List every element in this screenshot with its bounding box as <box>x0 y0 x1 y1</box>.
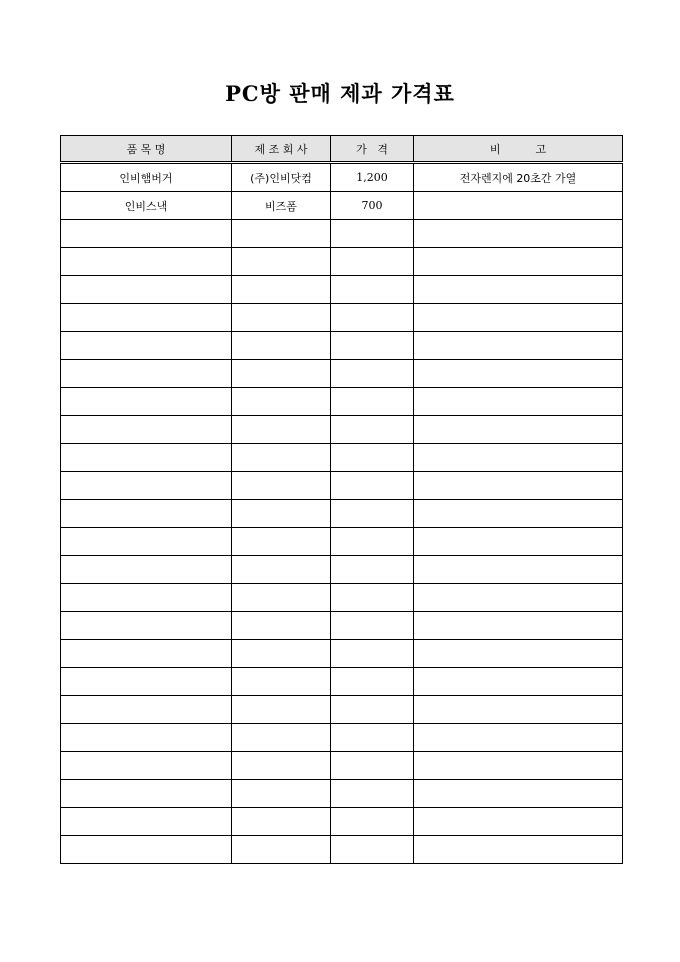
cell-price <box>331 388 414 416</box>
cell-note <box>414 444 623 472</box>
cell-price <box>331 584 414 612</box>
cell-note <box>414 388 623 416</box>
cell-maker <box>232 248 331 276</box>
empty-table-row <box>61 808 623 836</box>
cell-note <box>414 640 623 668</box>
cell-item <box>61 332 232 360</box>
cell-price <box>331 528 414 556</box>
empty-table-row <box>61 696 623 724</box>
cell-price <box>331 780 414 808</box>
cell-item <box>61 500 232 528</box>
empty-table-row <box>61 640 623 668</box>
cell-maker <box>232 416 331 444</box>
cell-note <box>414 472 623 500</box>
cell-item <box>61 696 232 724</box>
cell-item: 인비스낵 <box>61 192 232 220</box>
cell-price: 1,200 <box>331 163 414 192</box>
cell-price <box>331 836 414 864</box>
cell-price <box>331 752 414 780</box>
cell-note <box>414 808 623 836</box>
empty-table-row <box>61 220 623 248</box>
cell-maker <box>232 612 331 640</box>
cell-price <box>331 808 414 836</box>
cell-note <box>414 724 623 752</box>
empty-table-row <box>61 836 623 864</box>
cell-item <box>61 444 232 472</box>
price-table <box>60 135 623 864</box>
cell-price <box>331 668 414 696</box>
cell-note <box>414 584 623 612</box>
cell-price <box>331 500 414 528</box>
cell-item: 인비햄버거 <box>61 163 232 192</box>
empty-table-row <box>61 500 623 528</box>
empty-table-row <box>61 780 623 808</box>
cell-note <box>414 780 623 808</box>
cell-price <box>331 724 414 752</box>
cell-maker <box>232 444 331 472</box>
cell-maker <box>232 724 331 752</box>
table-row <box>61 192 623 220</box>
cell-item <box>61 584 232 612</box>
cell-price <box>331 556 414 584</box>
empty-table-row <box>61 388 623 416</box>
cell-item <box>61 248 232 276</box>
cell-item <box>61 752 232 780</box>
cell-price: 700 <box>331 192 414 220</box>
cell-note <box>414 528 623 556</box>
cell-maker <box>232 640 331 668</box>
cell-price <box>331 640 414 668</box>
cell-maker <box>232 584 331 612</box>
table-header-row <box>61 136 623 163</box>
cell-item <box>61 724 232 752</box>
empty-table-row <box>61 528 623 556</box>
table-row <box>61 163 623 192</box>
cell-item <box>61 276 232 304</box>
cell-item <box>61 304 232 332</box>
cell-note <box>414 332 623 360</box>
cell-price <box>331 304 414 332</box>
cell-note <box>414 612 623 640</box>
cell-note <box>414 220 623 248</box>
cell-note <box>414 304 623 332</box>
cell-item <box>61 416 232 444</box>
cell-maker <box>232 808 331 836</box>
cell-note <box>414 416 623 444</box>
cell-item <box>61 220 232 248</box>
cell-maker <box>232 696 331 724</box>
cell-maker <box>232 556 331 584</box>
cell-note <box>414 248 623 276</box>
cell-note <box>414 696 623 724</box>
empty-table-row <box>61 444 623 472</box>
cell-price <box>331 696 414 724</box>
cell-note <box>414 556 623 584</box>
cell-note <box>414 752 623 780</box>
cell-maker <box>232 304 331 332</box>
cell-price <box>331 416 414 444</box>
cell-item <box>61 668 232 696</box>
header-price: 가 격 <box>331 136 414 163</box>
cell-maker <box>232 220 331 248</box>
cell-note <box>414 192 623 220</box>
empty-table-row <box>61 472 623 500</box>
cell-maker <box>232 360 331 388</box>
cell-maker <box>232 500 331 528</box>
cell-item <box>61 528 232 556</box>
header-note: 비 고 <box>414 136 623 163</box>
cell-maker: 비즈폼 <box>232 192 331 220</box>
cell-price <box>331 612 414 640</box>
cell-note <box>414 276 623 304</box>
cell-price <box>331 360 414 388</box>
cell-maker <box>232 780 331 808</box>
header-item: 품 목 명 <box>61 136 232 163</box>
empty-table-row <box>61 276 623 304</box>
empty-table-row <box>61 612 623 640</box>
cell-item <box>61 780 232 808</box>
cell-maker <box>232 388 331 416</box>
cell-maker <box>232 332 331 360</box>
cell-maker <box>232 472 331 500</box>
empty-table-row <box>61 584 623 612</box>
cell-maker <box>232 668 331 696</box>
cell-note <box>414 360 623 388</box>
cell-maker: (주)인비닷컴 <box>232 163 331 192</box>
empty-table-row <box>61 360 623 388</box>
cell-item <box>61 808 232 836</box>
cell-maker <box>232 276 331 304</box>
header-maker: 제 조 회 사 <box>232 136 331 163</box>
cell-note <box>414 836 623 864</box>
cell-price <box>331 248 414 276</box>
empty-table-row <box>61 668 623 696</box>
cell-item <box>61 836 232 864</box>
page-title: PC방 판매 제과 가격표 <box>225 81 455 106</box>
cell-item <box>61 388 232 416</box>
cell-item <box>61 556 232 584</box>
empty-table-row <box>61 416 623 444</box>
cell-note <box>414 500 623 528</box>
cell-price <box>331 444 414 472</box>
cell-maker <box>232 528 331 556</box>
cell-note: 전자렌지에 20초간 가열 <box>414 163 623 192</box>
cell-price <box>331 472 414 500</box>
cell-item <box>61 360 232 388</box>
empty-table-row <box>61 248 623 276</box>
empty-table-row <box>61 556 623 584</box>
empty-table-row <box>61 304 623 332</box>
cell-maker <box>232 836 331 864</box>
empty-table-row <box>61 724 623 752</box>
empty-table-row <box>61 752 623 780</box>
cell-price <box>331 332 414 360</box>
cell-item <box>61 612 232 640</box>
cell-price <box>331 276 414 304</box>
empty-table-row <box>61 332 623 360</box>
cell-item <box>61 640 232 668</box>
cell-item <box>61 472 232 500</box>
cell-price <box>331 220 414 248</box>
cell-maker <box>232 752 331 780</box>
cell-note <box>414 668 623 696</box>
